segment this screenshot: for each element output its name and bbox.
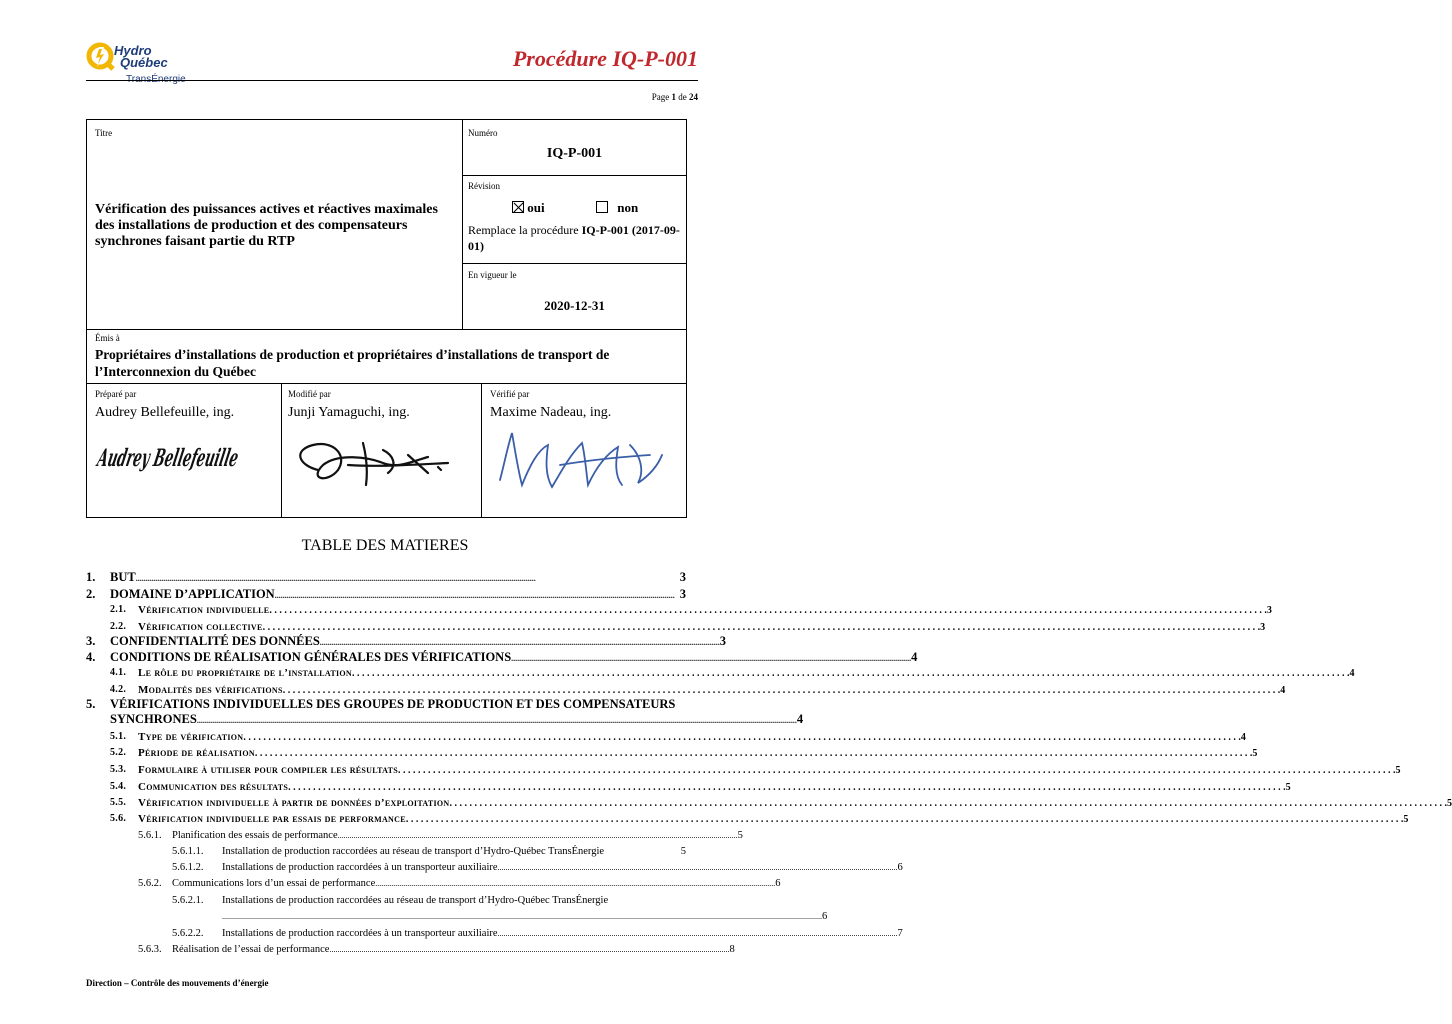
verifie-value: Maxime Nadeau, ing. xyxy=(490,405,612,420)
toc-entry-text: Vérification individuelle xyxy=(138,604,270,616)
toc-entry-text: Période de réalisation xyxy=(138,747,255,759)
toc-entry-text-continued: SYNCHRONES xyxy=(110,712,197,726)
revision-oui-checkbox[interactable] xyxy=(512,201,524,213)
toc-entry-text: Vérification individuelle à partir de données d’exploitation xyxy=(138,797,450,809)
toc-entry-page: 5 xyxy=(1403,814,1409,825)
toc-entry-leader: . . . . . . . . . . . . . . . . . . . . . . . . . . . . . . . . . . . . . . . . . . . . . . . . . . . . . . . . . . . . . . . . . . . . . . . . . . . . . . . . . . . . . . . . . . . . . . . . . . . . . . . . . . . . . . . . . . . . . . . . . . . . . . . . . . . . . . . . . . . . . . . . . . . . . . . . . . . . . . . . . . . . . . . . . . . . . . . . . . . . . . . . . . . . . . . . . . . . . . . . xyxy=(351,668,1350,679)
hydro-quebec-logo xyxy=(86,42,196,90)
toc-entry-page: 4 xyxy=(796,712,804,726)
toc-entry-page: 6 xyxy=(822,911,828,922)
toc-entry-line xyxy=(110,650,918,665)
toc-entry-leader: ........................................................................................................................................................................................................ xyxy=(329,945,730,954)
toc-entry-page: 5 xyxy=(680,846,686,857)
toc-entry-leader: . . . . . . . . . . . . . . . . . . . . . . . . . . . . . . . . . . . . . . . . . . . . . . . . . . . . . . . . . . . . . . . . . . . . . . . . . . . . . . . . . . . . . . . . . . . . . . . . . . . . . . . . . . . . . . . . . . . . . . . . . . . . . . . . . . . . . . . . . . . . . . . . . . . . . . . . . . . . . . . . . . . . . . . . . . . . . . . . . . . . . . . . . . . . . . . . . . . . . . . . xyxy=(243,732,1241,743)
remplace-prefix: Remplace la procédure xyxy=(468,223,579,237)
modifie-value: Junji Yamaguchi, ing. xyxy=(288,405,410,420)
signature-verifie xyxy=(490,425,680,500)
vigueur-value: 2020-12-31 xyxy=(544,298,605,313)
toc-entry-leader: ........................................................................................................................................................................................................ xyxy=(319,638,720,647)
toc-entry-number: 5.6.3. xyxy=(138,944,162,955)
logo-transenergie-text: TransÉnergie xyxy=(126,74,186,85)
toc-entry-text: Installation de production raccordées au réseau de transport d’Hydro-Québec TransÉnergie xyxy=(222,846,605,857)
toc-entry-number: 5.6.1.1. xyxy=(172,846,204,857)
remplace-value: IQ-P-001 (2017-09-01) xyxy=(468,223,680,253)
toc-entry-number: 5.6.2. xyxy=(138,878,162,889)
toc-entry-page: 5 xyxy=(1252,748,1258,759)
toc-entry-text: Planification des essais de performance xyxy=(172,830,338,841)
toc-entry-number: 5.6.1.2. xyxy=(172,862,204,873)
toc-entry-number: 5.4. xyxy=(110,781,127,792)
toc-entry-page: 5 xyxy=(1447,798,1452,809)
footer-text: Direction – Contrôle des mouvements d’énergie xyxy=(86,978,269,988)
toc-entry-line xyxy=(110,634,727,649)
toc-entry-number: 5.6.1. xyxy=(138,830,162,841)
toc-entry-line xyxy=(138,797,1452,809)
toc-entry-number: 5.6.2.2. xyxy=(172,928,204,939)
page-total: 24 xyxy=(689,92,698,102)
toc-entry-page: 4 xyxy=(1349,668,1355,679)
toc-entry-text: VÉRIFICATIONS INDIVIDUELLES DES GROUPES DE PRODUCTION ET DES COMPENSATEURS xyxy=(110,697,676,711)
toc-entry-text: BUT xyxy=(110,570,136,584)
toc-entry-number: 4.1. xyxy=(110,667,127,678)
toc-entry-number: 2.1. xyxy=(110,604,127,615)
toc-entry-page: 5 xyxy=(737,830,743,841)
toc-entry-line xyxy=(172,944,735,955)
toc-entry-page: 8 xyxy=(729,944,735,955)
toc-entry-leader: . . . . . . . . . . . . . . . . . . . . . . . . . . . . . . . . . . . . . . . . . . . . . . . . . . . . . . . . . . . . . . . . . . . . . . . . . . . . . . . . . . . . . . . . . . . . . . . . . . . . . . . . . . . . . . . . . . . . . . . . . . . . . . . . . . . . . . . . . . . . . . . . . . . . . . . . . . . . . . . . . . . . . . . . . . . . . . . . . . . . . . . . . . . . . . . . . . . . . . . . xyxy=(282,685,1281,696)
toc-entry-number: 2.2. xyxy=(110,621,127,632)
numero-label: Numéro xyxy=(468,128,498,138)
toc-entry-number: 3. xyxy=(86,634,96,648)
revision-non-checkbox[interactable] xyxy=(596,201,608,213)
toc-entry-line xyxy=(222,846,686,857)
toc-entry-line xyxy=(172,830,743,841)
toc-entry-line xyxy=(222,862,903,873)
page-label: Page xyxy=(651,92,670,102)
toc-entry-line xyxy=(138,667,1355,679)
toc-entry-line xyxy=(110,570,686,585)
toc-entry-leader: . . . . . . . . . . . . . . . . . . . . . . . . . . . . . . . . . . . . . . . . . . . . . . . . . . . . . . . . . . . . . . . . . . . . . . . . . . . . . . . . . . . . . . . . . . . . . . . . . . . . . . . . . . . . . . . . . . . . . . . . . . . . . . . . . . . . . . . . . . . . . . . . . . . . . . . . . . . . . . . . . . . . . . . . . . . . . . . . . . . . . . . . . . . . . . . . . . . . . . . . xyxy=(398,765,1396,776)
toc-entry-page: 5 xyxy=(1395,765,1401,776)
toc-entry-number: 1. xyxy=(86,570,96,584)
toc-entry-page: 6 xyxy=(775,878,781,889)
toc-entry-line xyxy=(138,747,1258,759)
toc-entry-number: 5.3. xyxy=(110,764,127,775)
toc-entry-line xyxy=(110,587,686,602)
toc-entry-line xyxy=(222,895,686,906)
logo-quebec-text: Québec xyxy=(120,55,168,70)
toc-entry-leader: ........................................................................................................................................................................................................ xyxy=(497,929,898,938)
toc-entry-leader: . . . . . . . . . . . . . . . . . . . . . . . . . . . . . . . . . . . . . . . . . . . . . . . . . . . . . . . . . . . . . . . . . . . . . . . . . . . . . . . . . . . . . . . . . . . . . . . . . . . . . . . . . . . . . . . . . . . . . . . . . . . . . . . . . . . . . . . . . . . . . . . . . . . . . . . . . . . . . . . . . . . . . . . . . . . . . . . . . . . . . . . . . . . . . . . . . . . . . . . . xyxy=(262,622,1261,633)
toc-entry-leader: ........................................................................................................................................................................................................ xyxy=(511,654,912,663)
toc-entry-text: DOMAINE D’APPLICATION xyxy=(110,587,275,601)
toc-entry-text: Installations de production raccordées à un transporteur auxiliaire xyxy=(222,928,498,939)
toc-entry-leader: ............................................................................................................................................................................................................................................................................................................ xyxy=(196,716,797,725)
toc-entry-line xyxy=(138,813,1409,825)
toc-entry-text: Vérification collective xyxy=(138,621,263,633)
toc-entry-text: Réalisation de l’essai de performance xyxy=(172,944,330,955)
revision-non-label: non xyxy=(617,200,639,215)
logo-hydro-text: Hydro xyxy=(114,43,152,58)
toc-entry-text: Installations de production raccordées à un transporteur auxiliaire xyxy=(222,862,498,873)
header-rule xyxy=(86,80,698,81)
toc-entry-number: 5. xyxy=(86,697,96,711)
revision-label: Révision xyxy=(468,181,501,191)
toc-entry-leader: ........................................................................................................................................................................................................ xyxy=(135,574,536,583)
toc-entry-page: 7 xyxy=(897,928,903,939)
toc-entry-line xyxy=(110,712,804,727)
toc-entry-page: 4 xyxy=(1280,685,1286,696)
verifie-label: Vérifié par xyxy=(490,389,530,399)
toc-entry-leader: ........................................................................................................................................................................................................ xyxy=(497,863,898,872)
signature-modifie xyxy=(288,425,468,495)
page-number xyxy=(652,92,698,102)
procedure-title: Procédure IQ-P-001 xyxy=(512,46,698,71)
toc-entry-leader: ........................................................................................................................................................................................................ xyxy=(375,879,776,888)
page-of: de xyxy=(678,92,687,102)
toc-entry-page: 3 xyxy=(679,587,686,601)
toc-entry-number: 5.2. xyxy=(110,747,127,758)
revision-oui-option[interactable] xyxy=(512,200,545,216)
emis-value: Propriétaires d’installations de production et propriétaires d’installations de transport de l’Interconnexion du Québec xyxy=(95,347,610,379)
toc-entry-page: 5 xyxy=(1285,782,1291,793)
toc-entry-number: 5.6.2.1. xyxy=(172,895,204,906)
toc-entry-line xyxy=(222,911,828,922)
toc-entry-leader: . . . . . . . . . . . . . . . . . . . . . . . . . . . . . . . . . . . . . . . . . . . . . . . . . . . . . . . . . . . . . . . . . . . . . . . . . . . . . . . . . . . . . . . . . . . . . . . . . . . . . . . . . . . . . . . . . . . . . . . . . . . . . . . . . . . . . . . . . . . . . . . . . . . . . . . . . . . . . . . . . . . . . . . . . . . . . . . . . . . . . . . . . . . . . . . . . . . . . . . . xyxy=(269,605,1267,616)
toc-entry-number: 4.2. xyxy=(110,684,127,695)
toc-entry-line xyxy=(138,604,1273,616)
numero-value: IQ-P-001 xyxy=(546,146,603,161)
page-current: 1 xyxy=(671,92,676,102)
toc-entry-line xyxy=(138,764,1401,776)
toc-entry-leader: . . . . . . . . . . . . . . . . . . . . . . . . . . . . . . . . . . . . . . . . . . . . . . . . . . . . . . . . . . . . . . . . . . . . . . . . . . . . . . . . . . . . . . . . . . . . . . . . . . . . . . . . . . . . . . . . . . . . . . . . . . . . . . . . . . . . . . . . . . . . . . . . . . . . . . . . . . . . . . . . . . . . . . . . . . . . . . . . . . . . . . . . . . . . . . . . . . . . . . . . xyxy=(449,798,1447,809)
toc-entry-line xyxy=(138,781,1291,793)
signature-prepare xyxy=(95,430,359,480)
toc-entry-text: Le rôle du propriétaire de l’installation xyxy=(138,667,352,679)
toc-entry-number: 2. xyxy=(86,587,96,601)
revision-oui-label: oui xyxy=(527,200,545,215)
toc-entry-page: 3 xyxy=(1260,622,1266,633)
toc-entry-text: Communications lors d’un essai de performance xyxy=(172,878,376,889)
toc-entry-text: CONDITIONS DE RÉALISATION GÉNÉRALES DES VÉRIFICATIONS xyxy=(110,650,512,664)
toc-entry-line xyxy=(138,684,1286,696)
toc-entry-page: 3 xyxy=(679,570,686,584)
toc-entry-page: 4 xyxy=(1240,732,1247,743)
toc-entry-number: 4. xyxy=(86,650,96,664)
modifie-label: Modifié par xyxy=(288,389,331,399)
toc-entry-page: 3 xyxy=(1266,605,1273,616)
emis-label: Émis à xyxy=(95,333,120,343)
toc-entry-number: 5.1. xyxy=(110,731,127,742)
toc-entry-text: Communication des résultats xyxy=(138,781,289,793)
toc-entry-leader: . . . . . . . . . . . . . . . . . . . . . . . . . . . . . . . . . . . . . . . . . . . . . . . . . . . . . . . . . . . . . . . . . . . . . . . . . . . . . . . . . . . . . . . . . . . . . . . . . . . . . . . . . . . . . . . . . . . . . . . . . . . . . . . . . . . . . . . . . . . . . . . . . . . . . . . . . . . . . . . . . . . . . . . . . . . . . . . . . . . . . . . . . . . . . . . . . . . . . . . . xyxy=(254,748,1253,759)
revision-non-option[interactable] xyxy=(596,200,638,216)
toc-entry-page: 4 xyxy=(911,650,918,664)
signature-prepare-text: Audrey Bellefeuille xyxy=(95,443,359,472)
toc-entry-text: Type de vérification xyxy=(138,731,244,743)
toc-entry-text: Vérification individuelle par essais de performance xyxy=(138,813,406,825)
toc-entry-leader: ........................................................................................................................................................................................................ xyxy=(337,831,738,840)
toc-entry-leader: ........................................................................................................................................................................................................ xyxy=(274,591,675,600)
toc-entry-line xyxy=(172,878,781,889)
hydro-quebec-q-icon xyxy=(86,42,116,72)
titre-value: Vérification des puissances actives et réactives maximales des installations de production et des compensateurs synchrones faisant partie du RTP xyxy=(95,202,438,249)
toc-entry-leader: . . . . . . . . . . . . . . . . . . . . . . . . . . . . . . . . . . . . . . . . . . . . . . . . . . . . . . . . . . . . . . . . . . . . . . . . . . . . . . . . . . . . . . . . . . . . . . . . . . . . . . . . . . . . . . . . . . . . . . . . . . . . . . . . . . . . . . . . . . . . . . . . . . . . . . . . . . . . . . . . . . . . . . . . . . . . . . . . . . . . . . . . . . . . . . . . . . . . . . . . xyxy=(288,782,1286,793)
toc-entry-line xyxy=(138,621,1266,633)
toc-entry-number: 5.5. xyxy=(110,797,127,808)
toc-entry-text: Formulaire à utiliser pour compiler les résultats xyxy=(138,764,399,776)
toc-entry-leader: ............................................................................................................................................................................................................................................................................................................ xyxy=(222,912,822,921)
toc-entry-number: 5.6. xyxy=(110,813,127,824)
toc-title: TABLE DES MATIERES xyxy=(301,537,469,554)
prepare-label: Préparé par xyxy=(95,389,137,399)
toc-entry-text: CONFIDENTIALITÉ DES DONNÉES xyxy=(110,634,320,648)
toc-entry-page: 3 xyxy=(719,634,727,648)
titre-label: Titre xyxy=(95,128,113,138)
toc-entry-line xyxy=(138,731,1247,743)
remplace-text xyxy=(468,222,683,254)
toc-entry-line xyxy=(222,928,903,939)
toc-entry-page: 6 xyxy=(897,862,903,873)
toc-entry-text: Installations de production raccordées au réseau de transport d’Hydro-Québec TransÉnergie xyxy=(222,895,609,906)
toc-entry-text: Modalités des vérifications xyxy=(138,684,283,696)
vigueur-label: En vigueur le xyxy=(468,270,517,280)
toc-entry-line xyxy=(110,697,686,712)
prepare-value: Audrey Bellefeuille, ing. xyxy=(95,405,235,420)
toc-entry-leader: . . . . . . . . . . . . . . . . . . . . . . . . . . . . . . . . . . . . . . . . . . . . . . . . . . . . . . . . . . . . . . . . . . . . . . . . . . . . . . . . . . . . . . . . . . . . . . . . . . . . . . . . . . . . . . . . . . . . . . . . . . . . . . . . . . . . . . . . . . . . . . . . . . . . . . . . . . . . . . . . . . . . . . . . . . . . . . . . . . . . . . . . . . . . . . . . . . . . . . . . xyxy=(405,814,1404,825)
